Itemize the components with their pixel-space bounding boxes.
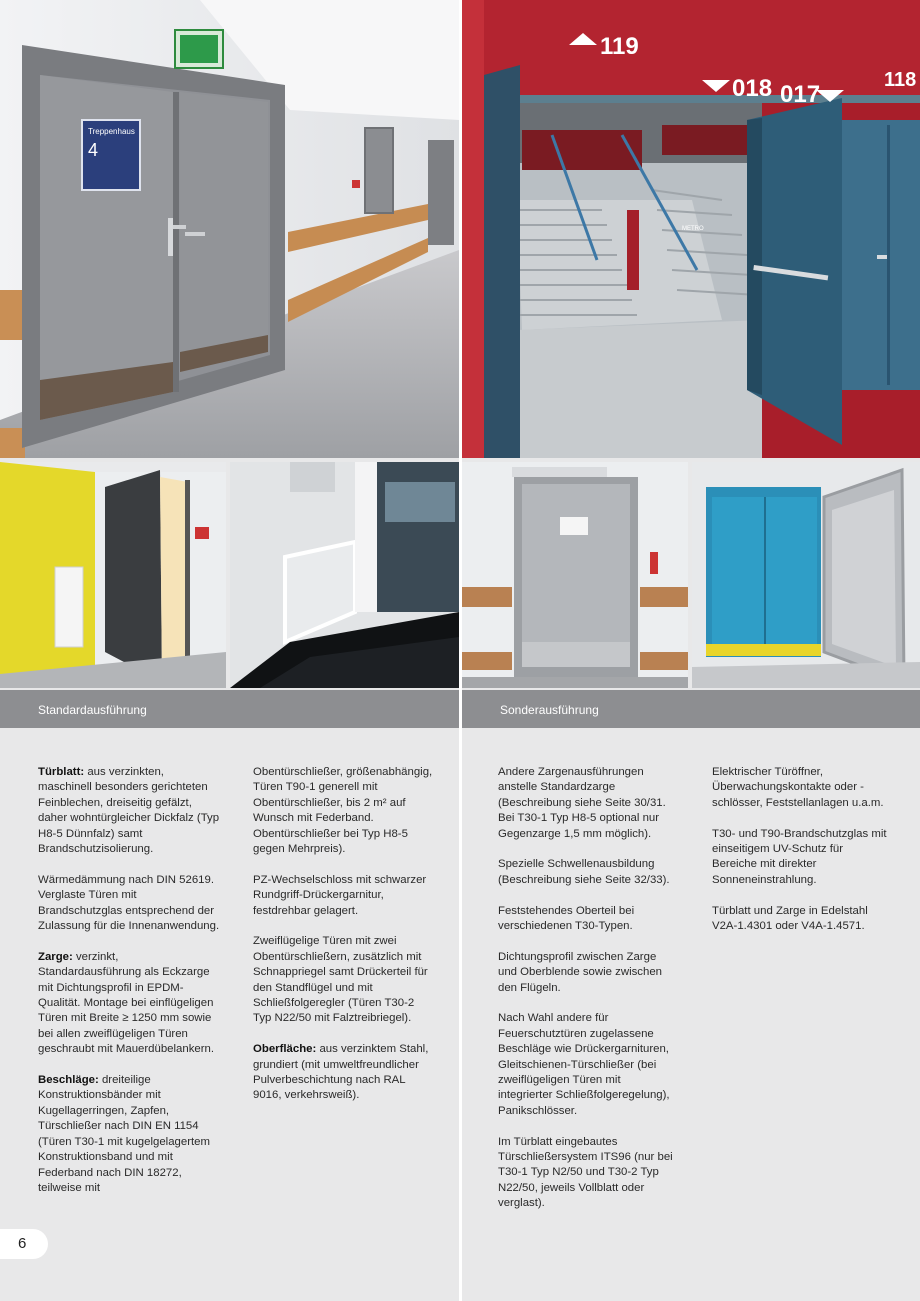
section-title-standard: Standardausführung bbox=[38, 703, 147, 717]
corridor-illustration bbox=[0, 0, 459, 458]
label-beschlaege: Beschläge: bbox=[38, 1074, 99, 1087]
special-item: Türblatt und Zarge in Edelstahl V2A-1.4301 oder V4A-1.4571. bbox=[712, 904, 868, 933]
paragraph-waermedaemmung: Wärmedämmung nach DIN 52619. Verglaste Türen mit Brandschutzglas entsprechend der Zulassung für die Innenanwendung. bbox=[38, 873, 220, 933]
banner-text: METRO bbox=[682, 226, 704, 232]
label-zarge: Zarge: bbox=[38, 950, 73, 963]
label-017: 017 bbox=[780, 81, 821, 108]
photo-corridor-double-door bbox=[0, 0, 459, 458]
sign-title: Treppenhaus bbox=[88, 127, 135, 136]
special-item: Elektrischer Türöffner, Überwachungskontakte oder -schlösser, Feststellanlagen u.a.m. bbox=[712, 766, 884, 809]
stainless-door-illustration bbox=[462, 462, 688, 688]
section-bar-standard bbox=[0, 690, 459, 728]
special-item: Spezielle Schwellenausbildung (Beschreibung siehe Seite 32/33). bbox=[498, 858, 670, 886]
special-item: Feststehendes Oberteil bei verschiedenen T30-Typen. bbox=[498, 904, 635, 933]
section-title-special: Sonderausführung bbox=[500, 703, 599, 717]
special-item: Im Türblatt eingebautes Türschließersystem ITS96 (nur bei T30-1 Typ N2/50 und T30-2 Typ N22/50, jeweils Vollblatt oder verglast). bbox=[498, 1135, 673, 1210]
special-item: Dichtungsprofil zwischen Zarge und Oberblende sowie zwischen den Flügeln. bbox=[498, 950, 662, 994]
photo-stadium-door bbox=[462, 0, 920, 458]
special-item: Andere Zargenausführungen anstelle Standardzarge (Beschreibung siehe Seite 30/31. Bei T30-1 Typ H8-5 optional nur Gegenzarge 1,5 mm möglich). bbox=[498, 766, 666, 840]
label-018: 018 bbox=[732, 75, 773, 102]
paragraph-zweifluegelig: Zweiflügelige Türen mit zwei Obentürschließern, zusätzlich mit Schnappriegel samt Drückerteil für den Standflügel und mit Schließfolgeregler (Türen T30-2 Typ N22/50 mit Falztreibriegel). bbox=[253, 935, 428, 1025]
column-divider bbox=[459, 0, 462, 1301]
yellow-room-illustration bbox=[0, 462, 226, 688]
label-118: 118 bbox=[884, 69, 917, 91]
label-119: 119 bbox=[600, 33, 639, 60]
label-tuerblatt: Türblatt: bbox=[38, 766, 85, 778]
sign-number: 4 bbox=[88, 140, 99, 160]
photo-stainless-door bbox=[462, 462, 688, 688]
special-item: T30- und T90-Brandschutzglas mit einseitigem UV-Schutz für Bereiche mit direkter Sonneneinstrahlung. bbox=[712, 827, 887, 886]
photo-floor-door bbox=[230, 462, 459, 688]
blue-door-illustration bbox=[692, 462, 920, 688]
page-number: 6 bbox=[0, 1229, 48, 1259]
paragraph-zarge: Zarge: verzinkt, Standardausführung als Eckzarge mit Dichtungsprofil in EPDM-Qualität. Montage bei einflügeligen Türen mit Breite ≥ 1250 mm sowie bei allen zweiflügeligen Türen geschraubt mit Mauerdübelankern. bbox=[38, 950, 215, 1056]
stadium-illustration bbox=[462, 0, 920, 458]
photo-blue-double-door bbox=[692, 462, 920, 688]
paragraph-beschlaege: Beschläge: dreiteilige Konstruktionsbänder mit Kugellagerringen, Zapfen, Türschließer nach DIN EN 1154 (Türen T30-1 mit kugelgelagertem Konstruktionsband und mit Federband nach DIN 18272, teilweise mit bbox=[38, 1074, 210, 1194]
standard-column-1 bbox=[38, 765, 220, 1212]
paragraph-tuerblatt: Türblatt: aus verzinkten, maschinell besonders gerichteten Feinblechen, dreiseitig gefälzt, daher wohntürgleicher Dickfalz (Typ H8-5 Dünnfalz) samt Brandschutzisolierung. bbox=[38, 766, 220, 856]
paragraph-obentuerschliesser: Obentürschließer, größenabhängig, Türen T90-1 generell mit Obentürschließer, bis 2 m² auf Wunsch mit Federband. Obentürschließer bei Typ H8-5 gegen Mehrpreis). bbox=[253, 766, 433, 856]
special-column-1 bbox=[498, 765, 673, 1227]
section-bar-special bbox=[462, 690, 920, 728]
special-column-2 bbox=[712, 765, 887, 950]
label-oberflaeche: Oberfläche: bbox=[253, 1043, 317, 1056]
paragraph-pz-schloss: PZ-Wechselschloss mit schwarzer Rundgriff-Drückergarnitur, festdrehbar gelagert. bbox=[253, 873, 427, 917]
photo-yellow-room-door bbox=[0, 462, 226, 688]
standard-column-2 bbox=[253, 765, 435, 1119]
special-item: Nach Wahl andere für Feuerschutztüren zugelassene Beschläge wie Drückergarnituren, Gleitschienen-Türschließer (bei zweiflügeligen Türen mit integrierter Schließfolgeregelung), Panikschlösser. bbox=[498, 1012, 670, 1117]
floor-door-illustration bbox=[230, 462, 459, 688]
paragraph-oberflaeche: Oberfläche: aus verzinktem Stahl, grundiert (mit umweltfreundlicher Pulverbeschichtung nach RAL 9016, verkehrsweiß). bbox=[253, 1043, 429, 1102]
